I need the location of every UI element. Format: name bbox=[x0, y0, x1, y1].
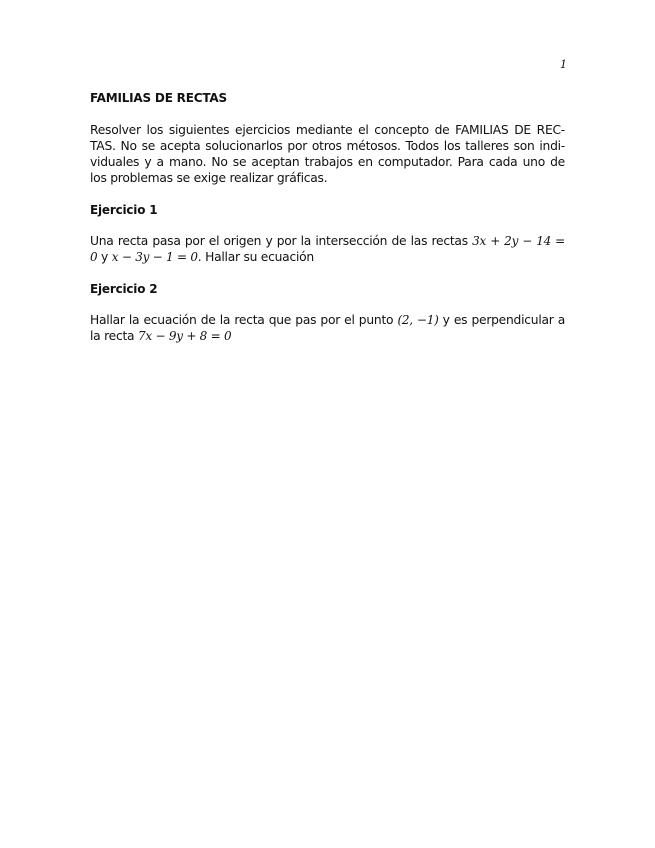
exercise-2-text-a: Hallar la ecuación de la recta que pas por el punto bbox=[90, 313, 398, 327]
intro-paragraph: Resolver los siguientes ejercicios mediante el concepto de FAMILIAS DE REC-TAS. No se acepta solucionarlos por otros métosos. Todos los talleres son indi-viduales y a mano. No se aceptan trabajos en computador. Para cada uno de los problemas se exige realizar gráficas. bbox=[90, 123, 565, 185]
exercise-1-heading: Ejercicio 1 bbox=[90, 203, 158, 217]
document-title: FAMILIAS DE RECTAS bbox=[90, 91, 227, 105]
exercise-1-text-a: Una recta pasa por el origen y por la intersección de las rectas bbox=[90, 234, 473, 248]
exercise-2-equation: 7x − 9y + 8 = 0 bbox=[138, 329, 232, 343]
exercise-2-heading: Ejercicio 2 bbox=[90, 282, 158, 296]
exercise-1-text bbox=[90, 233, 565, 265]
exercise-1-equation-2: x − 3y − 1 = 0 bbox=[111, 250, 198, 264]
exercise-1-text-b: y bbox=[97, 250, 112, 264]
exercise-2-text-b: y es perpendicular a la recta bbox=[90, 313, 565, 343]
exercise-1-text-c: . Hallar su ecuación bbox=[197, 250, 314, 264]
page-number: 1 bbox=[560, 58, 567, 71]
exercise-1-equation-1: 3x + 2y − 14 = 0 bbox=[90, 234, 565, 264]
exercise-2-text bbox=[90, 312, 565, 344]
exercise-2-point: (2, −1) bbox=[397, 313, 439, 327]
document-body bbox=[90, 90, 565, 344]
